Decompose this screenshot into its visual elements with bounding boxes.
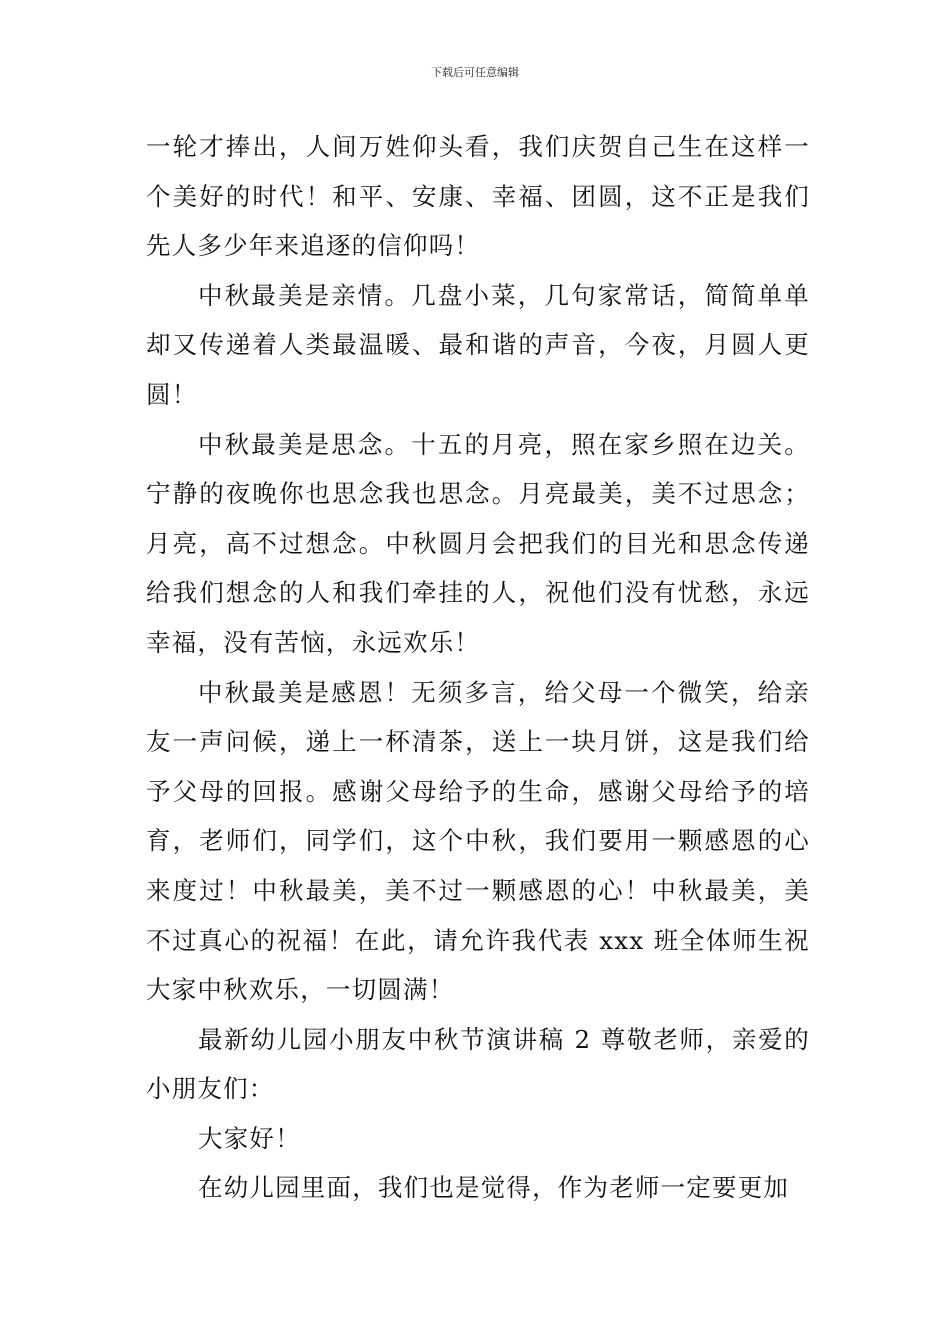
paragraph-6: 大家好！ bbox=[198, 1123, 301, 1153]
paragraph-7: 在幼儿园里面，我们也是觉得，作为老师一定要更加 bbox=[198, 1173, 790, 1203]
paragraph-3: 中秋最美是思念。十五的月亮，照在家乡照在边关。宁静的夜晚你也思念我也思念。月亮最美，美不过思念；月亮，高不过想念。中秋圆月会把我们的目光和思念传递给我们想念的人和我们牵挂的人，祝他们没有忧愁，永远幸福，没有苦恼，永远欢乐！ bbox=[146, 429, 810, 657]
paragraph-1: 一轮才捧出，人间万姓仰头看，我们庆贺自己生在这样一个美好的时代！和平、安康、幸福、团圆，这不正是我们先人多少年来追逐的信仰吗！ bbox=[146, 132, 810, 261]
paragraph-5: 最新幼儿园小朋友中秋节演讲稿 2 尊敬老师，亲爱的小朋友们： bbox=[146, 1024, 810, 1104]
paragraph-2: 中秋最美是亲情。几盘小菜，几句家常话，简简单单却又传递着人类最温暖、最和谐的声音，今夜，月圆人更圆！ bbox=[146, 280, 810, 409]
page-header-note: 下载后可任意编辑 bbox=[431, 66, 519, 79]
paragraph-4: 中秋最美是感恩！无须多言，给父母一个微笑，给亲友一声问候，递上一杯清茶，送上一块月饼，这是我们给予父母的回报。感谢父母给予的生命，感谢父母给予的培育，老师们，同学们，这个中秋，我们要用一颗感恩的心来度过！中秋最美，美不过一颗感恩的心！中秋最美，美不过真心的祝福！在此，请允许我代表 xxx 班全体师生祝大家中秋欢乐，一切圆满！ bbox=[146, 677, 810, 1005]
document-body bbox=[146, 122, 810, 1213]
